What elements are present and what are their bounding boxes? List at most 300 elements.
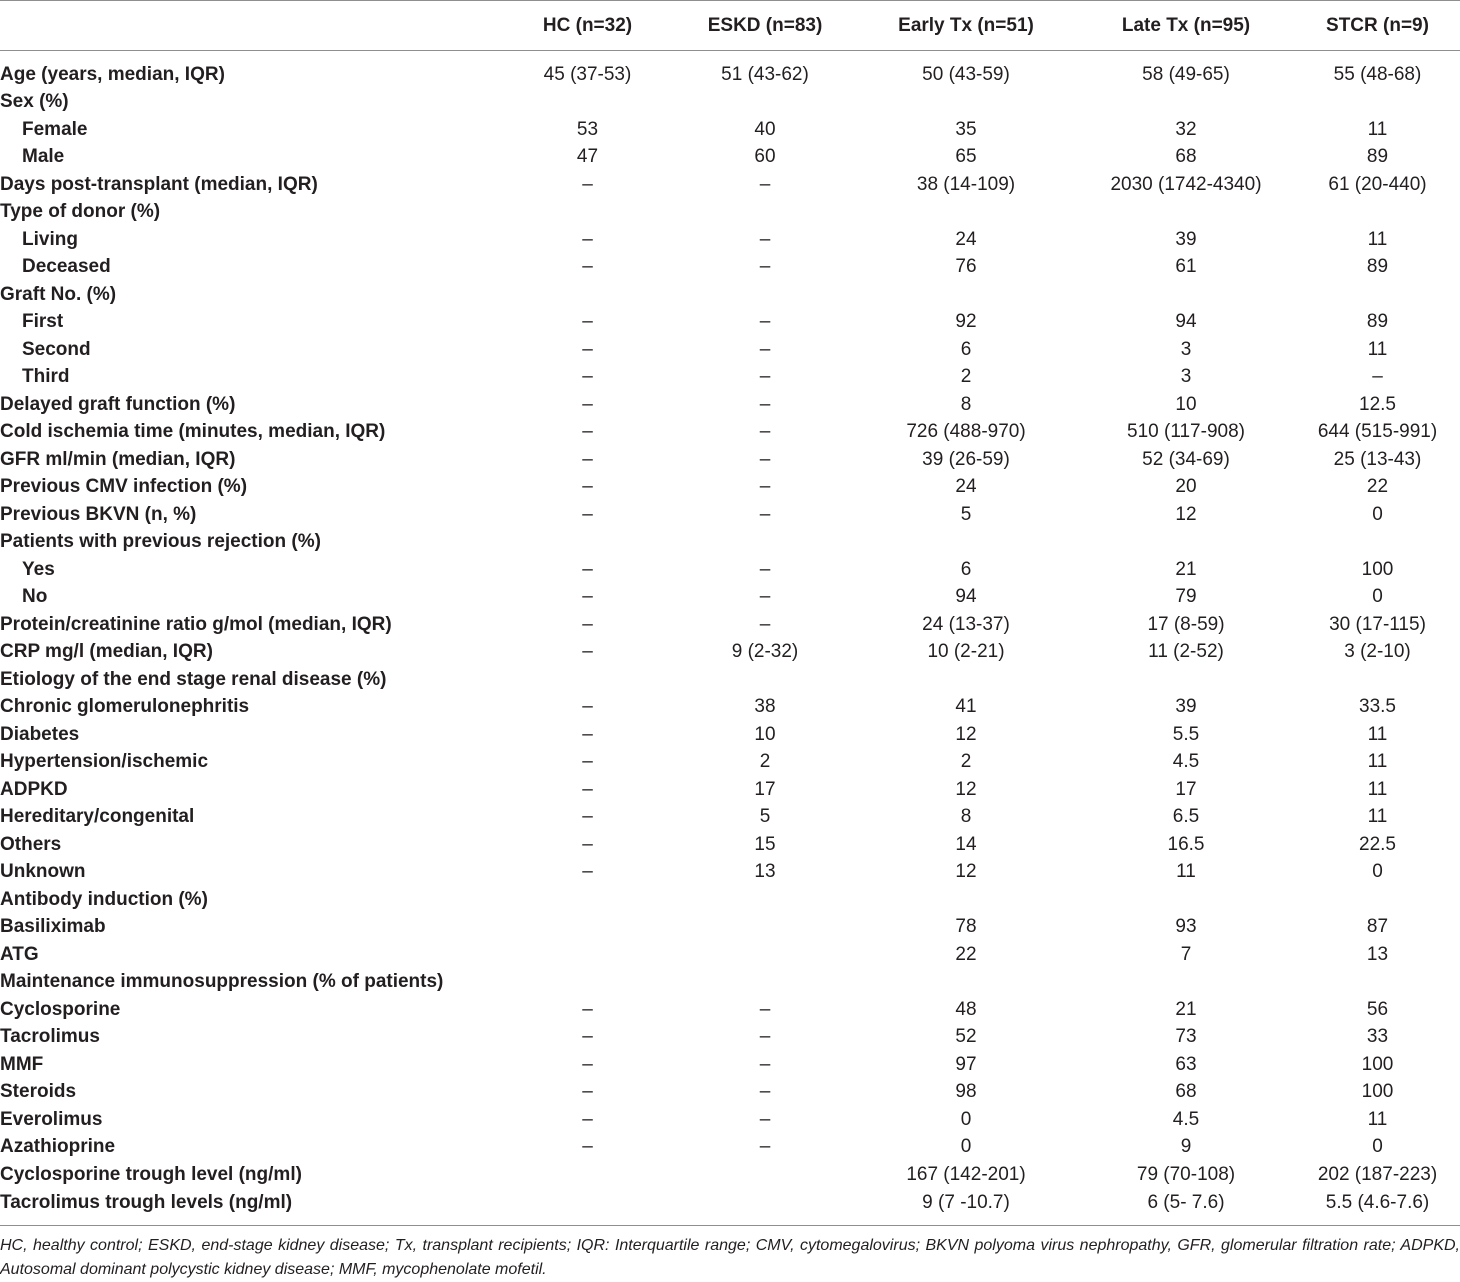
cell-value: 11: [1367, 778, 1388, 800]
cell-value: 9 (2-32): [731, 641, 799, 663]
cell-value: 89: [1366, 146, 1389, 168]
table-row: [0, 556, 1460, 584]
cell-value: 98: [955, 1081, 977, 1103]
cell-value: [1295, 89, 1460, 117]
cell-value: 61 (20-440): [1328, 173, 1427, 195]
row-label: MMF: [0, 1053, 44, 1075]
row-label: Age (years, median, IQR): [0, 63, 225, 85]
cell-value: [1295, 666, 1460, 694]
cell-value: –: [582, 641, 593, 663]
row-label: Tacrolimus: [0, 1026, 100, 1048]
cell-value: –: [582, 393, 593, 415]
table-row: [0, 611, 1460, 639]
cell-value: –: [582, 861, 593, 883]
cell-value: 11: [1176, 861, 1196, 883]
table-row: [0, 914, 1460, 942]
cell-value: 0: [960, 1108, 972, 1130]
cell-value: 15: [754, 833, 776, 855]
cell-value: [500, 529, 675, 557]
cell-value: 6.5: [1172, 806, 1200, 828]
row-label: Days post-transplant (median, IQR): [0, 173, 318, 195]
table-row: [0, 776, 1460, 804]
cell-value: –: [582, 1136, 593, 1158]
cell-value: 24: [955, 228, 977, 250]
cell-value: 38: [754, 696, 776, 718]
cell-value: 17: [754, 778, 776, 800]
table-row: [0, 1051, 1460, 1079]
cell-value: 167 (142-201): [906, 1163, 1026, 1185]
cell-value: [1077, 529, 1295, 557]
cell-value: 10: [1175, 393, 1197, 415]
row-label: Previous BKVN (n, %): [0, 503, 197, 525]
row-label: Everolimus: [0, 1108, 103, 1130]
cell-value: 21: [1175, 558, 1197, 580]
cell-value: 12: [955, 861, 977, 883]
cell-value: –: [582, 338, 593, 360]
table-row: [0, 1189, 1460, 1225]
row-label: Second: [22, 338, 91, 360]
table-row: [0, 1024, 1460, 1052]
cell-value: 4.5: [1172, 1108, 1200, 1130]
cell-value: –: [582, 173, 593, 195]
row-label: GFR ml/min (median, IQR): [0, 448, 236, 470]
cell-value: 3 (2-10): [1344, 641, 1411, 663]
cell-value: 65: [955, 146, 977, 168]
cell-value: [675, 1189, 855, 1225]
cell-value: [675, 281, 855, 309]
cell-value: –: [759, 338, 771, 360]
table-row: [0, 749, 1460, 777]
row-label: Hereditary/congenital: [0, 806, 195, 828]
cell-value: 5.5 (4.6-7.6): [1325, 1191, 1430, 1213]
cell-value: –: [759, 1136, 771, 1158]
cell-value: 7: [1180, 943, 1192, 965]
cell-value: 21: [1175, 998, 1197, 1020]
cell-value: [675, 199, 855, 227]
cell-value: 24: [955, 476, 977, 498]
table-row: [0, 254, 1460, 282]
cell-value: –: [759, 1026, 771, 1048]
cell-value: 3: [1180, 366, 1192, 388]
table-row: [0, 171, 1460, 199]
row-label: No: [22, 586, 48, 608]
table-row: [0, 721, 1460, 749]
cell-value: 16.5: [1167, 833, 1205, 855]
cell-value: [675, 666, 855, 694]
table-row: [0, 584, 1460, 612]
cell-value: 6: [960, 558, 972, 580]
cell-value: 51 (43-62): [721, 63, 809, 85]
cell-value: 17: [1175, 778, 1197, 800]
cell-value: –: [759, 613, 771, 635]
cell-value: [675, 886, 855, 914]
cell-value: 4.5: [1172, 751, 1200, 773]
cell-value: 0: [1372, 861, 1383, 883]
row-label: Diabetes: [0, 723, 80, 745]
cell-value: –: [582, 696, 593, 718]
cell-value: –: [582, 311, 593, 333]
cell-value: [500, 1161, 675, 1189]
cell-value: –: [759, 476, 771, 498]
table-row: [0, 886, 1460, 914]
cell-value: [500, 941, 675, 969]
cell-value: 79: [1175, 586, 1197, 608]
row-label: Graft No. (%): [0, 283, 117, 305]
header-late-tx: Late Tx (n=95): [1077, 1, 1295, 51]
cell-value: –: [582, 723, 593, 745]
cell-value: 11 (2-52): [1148, 641, 1224, 663]
cell-value: –: [759, 311, 771, 333]
cell-value: –: [582, 806, 593, 828]
cell-value: –: [759, 998, 771, 1020]
cell-value: 61: [1175, 256, 1197, 278]
row-label: Others: [0, 833, 62, 855]
cell-value: 55 (48-68): [1333, 63, 1422, 85]
cell-value: 0: [960, 1136, 972, 1158]
table-header-row: [0, 1, 1460, 51]
cell-value: [855, 969, 1077, 997]
cell-value: –: [759, 448, 771, 470]
table-row: [0, 144, 1460, 172]
cell-value: 11: [1367, 723, 1388, 745]
cell-value: 10 (2-21): [927, 641, 1005, 663]
table-row: [0, 859, 1460, 887]
cell-value: –: [759, 421, 771, 443]
table-row: [0, 969, 1460, 997]
row-label: Tacrolimus trough levels (ng/ml): [0, 1191, 293, 1213]
cell-value: 40: [754, 118, 776, 140]
cell-value: 10: [754, 723, 776, 745]
row-label: Cold ischemia time (minutes, median, IQR): [0, 421, 386, 443]
table-row: [0, 501, 1460, 529]
cell-value: 92: [955, 311, 977, 333]
cell-value: 32: [1175, 118, 1197, 140]
table-row: [0, 89, 1460, 117]
cell-value: –: [582, 448, 593, 470]
cell-value: –: [759, 586, 771, 608]
cell-value: 6 (5- 7.6): [1147, 1191, 1225, 1213]
cell-value: [675, 1161, 855, 1189]
cell-value: 39 (26-59): [922, 448, 1010, 470]
cell-value: 73: [1175, 1026, 1197, 1048]
cell-value: [675, 969, 855, 997]
cell-value: 2: [960, 366, 972, 388]
cell-value: [855, 281, 1077, 309]
cell-value: 11: [1367, 338, 1388, 360]
cell-value: –: [759, 256, 771, 278]
cell-value: [1077, 969, 1295, 997]
cell-value: –: [759, 1081, 771, 1103]
cell-value: 89: [1366, 311, 1389, 333]
cell-value: –: [582, 558, 593, 580]
cell-value: 39: [1175, 228, 1197, 250]
cell-value: 68: [1175, 146, 1197, 168]
row-label: Living: [22, 228, 78, 250]
cell-value: 14: [955, 833, 977, 855]
cell-value: 60: [754, 146, 776, 168]
cell-value: 8: [960, 393, 972, 415]
cell-value: 76: [955, 256, 977, 278]
cell-value: 0: [1372, 1136, 1383, 1158]
cell-value: [500, 281, 675, 309]
table-row: [0, 1106, 1460, 1134]
row-label: First: [22, 311, 64, 333]
cell-value: –: [1372, 366, 1383, 388]
cell-value: 41: [955, 696, 977, 718]
row-label: Cyclosporine trough level (ng/ml): [0, 1163, 302, 1185]
cell-value: 20: [1175, 476, 1197, 498]
table-row: [0, 309, 1460, 337]
cell-value: –: [582, 998, 593, 1020]
cell-value: –: [759, 558, 771, 580]
table-row: [0, 1161, 1460, 1189]
row-label: Patients with previous rejection (%): [0, 531, 321, 553]
cell-value: [1295, 281, 1460, 309]
cell-value: 53: [576, 118, 599, 140]
cell-value: [855, 886, 1077, 914]
table-footnote: HC, healthy control; ESKD, end-stage kidney disease; Tx, transplant recipients; IQR: Interquartile range; CMV, cytomegalovirus; BKVN polyoma virus nephropathy, GFR, glomerular filtration rate; ADPKD, Autosomal dominant polycystic kidney disease; MMF, mycophenolate mofetil.: [0, 1236, 1460, 1278]
cell-value: 79 (70-108): [1136, 1163, 1236, 1185]
cell-value: 38 (14-109): [916, 173, 1016, 195]
table-row: [0, 941, 1460, 969]
cell-value: 58 (49-65): [1142, 63, 1230, 85]
table-row: [0, 831, 1460, 859]
cell-value: 52: [955, 1026, 977, 1048]
row-label: Antibody induction (%): [0, 888, 208, 910]
cell-value: 11: [1367, 1108, 1388, 1130]
cell-value: –: [582, 256, 593, 278]
cell-value: [675, 529, 855, 557]
cell-value: –: [759, 503, 771, 525]
table-row: [0, 694, 1460, 722]
table-row: [0, 226, 1460, 254]
cell-value: 13: [754, 861, 776, 883]
row-label: Yes: [22, 558, 55, 580]
cell-value: 24 (13-37): [922, 613, 1010, 635]
cell-value: 25 (13-43): [1333, 448, 1422, 470]
cell-value: –: [582, 1108, 593, 1130]
cell-value: 35: [955, 118, 977, 140]
cell-value: 12: [1175, 503, 1197, 525]
cell-value: 56: [1366, 998, 1389, 1020]
cell-value: 63: [1175, 1053, 1197, 1075]
table-row: [0, 336, 1460, 364]
cell-value: 0: [1372, 503, 1383, 525]
cell-value: 12.5: [1359, 393, 1396, 415]
cell-value: 52 (34-69): [1142, 448, 1230, 470]
cell-value: 22.5: [1359, 833, 1396, 855]
cell-value: –: [582, 613, 593, 635]
cell-value: [855, 199, 1077, 227]
cell-value: –: [582, 586, 593, 608]
cell-value: 33: [1366, 1026, 1389, 1048]
row-label: Unknown: [0, 861, 86, 883]
cell-value: [1295, 199, 1460, 227]
cell-value: [500, 914, 675, 942]
cell-value: –: [582, 833, 593, 855]
cell-value: 726 (488-970): [906, 421, 1026, 443]
cell-value: –: [759, 228, 771, 250]
row-label: Protein/creatinine ratio g/mol (median, IQR): [0, 613, 392, 635]
cell-value: –: [759, 366, 771, 388]
cell-value: 94: [955, 586, 977, 608]
row-label: Chronic glomerulonephritis: [0, 696, 250, 718]
cell-value: –: [759, 1108, 771, 1130]
cell-value: –: [582, 1026, 593, 1048]
cell-value: 510 (117-908): [1127, 421, 1245, 443]
cell-value: 100: [1361, 1081, 1394, 1103]
cell-value: 644 (515-991): [1317, 421, 1438, 443]
table-row: [0, 529, 1460, 557]
cell-value: 13: [1366, 943, 1389, 965]
row-label: Cyclosporine: [0, 998, 121, 1020]
cell-value: –: [582, 1053, 593, 1075]
cell-value: [1295, 969, 1460, 997]
cell-value: [675, 89, 855, 117]
cell-value: 100: [1361, 558, 1394, 580]
cell-value: [1295, 886, 1460, 914]
cell-value: –: [582, 1081, 593, 1103]
table-row: [0, 199, 1460, 227]
row-label: Azathioprine: [0, 1136, 116, 1158]
cell-value: 2: [960, 751, 972, 773]
cell-value: [855, 666, 1077, 694]
cell-value: 9 (7 -10.7): [922, 1191, 1010, 1213]
row-label: CRP mg/l (median, IQR): [0, 641, 213, 663]
cell-value: 33.5: [1359, 696, 1396, 718]
cell-value: 48: [955, 998, 977, 1020]
cell-value: 2: [759, 751, 771, 773]
row-label: Previous CMV infection (%): [0, 476, 248, 498]
cell-value: [500, 666, 675, 694]
cell-value: 17 (8-59): [1147, 613, 1225, 635]
cell-value: [675, 941, 855, 969]
header-early-tx: Early Tx (n=51): [855, 1, 1077, 51]
table-row: [0, 1134, 1460, 1162]
row-label: Hypertension/ischemic: [0, 751, 209, 773]
row-label: ATG: [0, 943, 39, 965]
cell-value: 100: [1361, 1053, 1394, 1075]
cell-value: [1077, 199, 1295, 227]
row-label: Etiology of the end stage renal disease (%): [0, 668, 387, 690]
table-row: [0, 419, 1460, 447]
cell-value: 22: [955, 943, 977, 965]
header-eskd: ESKD (n=83): [675, 1, 855, 51]
table-row: [0, 51, 1460, 89]
cell-value: 11: [1367, 806, 1388, 828]
table-row: [0, 391, 1460, 419]
cell-value: 8: [960, 806, 972, 828]
cell-value: –: [582, 503, 593, 525]
table-row: [0, 639, 1460, 667]
cell-value: 5: [759, 806, 771, 828]
cell-value: –: [759, 1053, 771, 1075]
table-row: [0, 996, 1460, 1024]
table-row: [0, 281, 1460, 309]
cell-value: 47: [576, 146, 599, 168]
cell-value: 202 (187-223): [1317, 1163, 1438, 1185]
cell-value: 2030 (1742-4340): [1110, 173, 1262, 195]
table-body: [0, 51, 1460, 1225]
cell-value: 5: [960, 503, 972, 525]
cell-value: [855, 89, 1077, 117]
cell-value: 94: [1175, 311, 1197, 333]
cell-value: 9: [1180, 1136, 1192, 1158]
row-label: Steroids: [0, 1081, 77, 1103]
row-label: Female: [22, 118, 88, 140]
cell-value: 50 (43-59): [922, 63, 1010, 85]
table-row: [0, 446, 1460, 474]
cell-value: 12: [955, 723, 977, 745]
row-label: ADPKD: [0, 778, 68, 800]
cell-value: 68: [1175, 1081, 1197, 1103]
row-label: Maintenance immunosuppression (% of patients): [0, 971, 444, 993]
cell-value: 97: [955, 1053, 977, 1075]
row-label: Deceased: [22, 256, 111, 278]
cell-value: [500, 89, 675, 117]
cell-value: 0: [1372, 586, 1383, 608]
cell-value: 87: [1366, 916, 1389, 938]
table-row: [0, 364, 1460, 392]
header-label-column: [0, 1, 500, 51]
cell-value: –: [759, 393, 771, 415]
cell-value: [1077, 666, 1295, 694]
cell-value: –: [582, 751, 593, 773]
cell-value: [675, 914, 855, 942]
table-row: [0, 474, 1460, 502]
cell-value: 39: [1175, 696, 1197, 718]
cell-value: [500, 969, 675, 997]
cell-value: –: [582, 421, 593, 443]
cell-value: 30 (17-115): [1329, 613, 1426, 635]
cell-value: 22: [1366, 476, 1389, 498]
cell-value: –: [759, 173, 771, 195]
cell-value: [855, 529, 1077, 557]
cell-value: 11: [1367, 228, 1388, 250]
row-label: Delayed graft function (%): [0, 393, 236, 415]
table-row: [0, 1079, 1460, 1107]
cell-value: 6: [960, 338, 972, 360]
cell-value: [500, 1189, 675, 1225]
table-row: [0, 804, 1460, 832]
header-stcr: STCR (n=9): [1295, 1, 1460, 51]
row-label: Sex (%): [0, 91, 69, 113]
cell-value: –: [582, 778, 593, 800]
table-row: [0, 666, 1460, 694]
row-label: Male: [22, 146, 65, 168]
row-label: Third: [22, 366, 70, 388]
cell-value: –: [582, 366, 593, 388]
table-row: [0, 116, 1460, 144]
cell-value: 11: [1367, 118, 1388, 140]
cell-value: [1077, 281, 1295, 309]
header-hc: HC (n=32): [500, 1, 675, 51]
cell-value: 45 (37-53): [543, 63, 632, 85]
cell-value: [1295, 529, 1460, 557]
cell-value: [1077, 89, 1295, 117]
cell-value: 5.5: [1172, 723, 1200, 745]
cell-value: 78: [955, 916, 977, 938]
cell-value: 3: [1180, 338, 1192, 360]
row-label: Type of donor (%): [0, 201, 161, 223]
cell-value: [1077, 886, 1295, 914]
cell-value: 93: [1175, 916, 1197, 938]
cell-value: –: [582, 476, 593, 498]
cell-value: –: [582, 228, 593, 250]
cell-value: 89: [1366, 256, 1389, 278]
cell-value: [500, 199, 675, 227]
cell-value: [500, 886, 675, 914]
